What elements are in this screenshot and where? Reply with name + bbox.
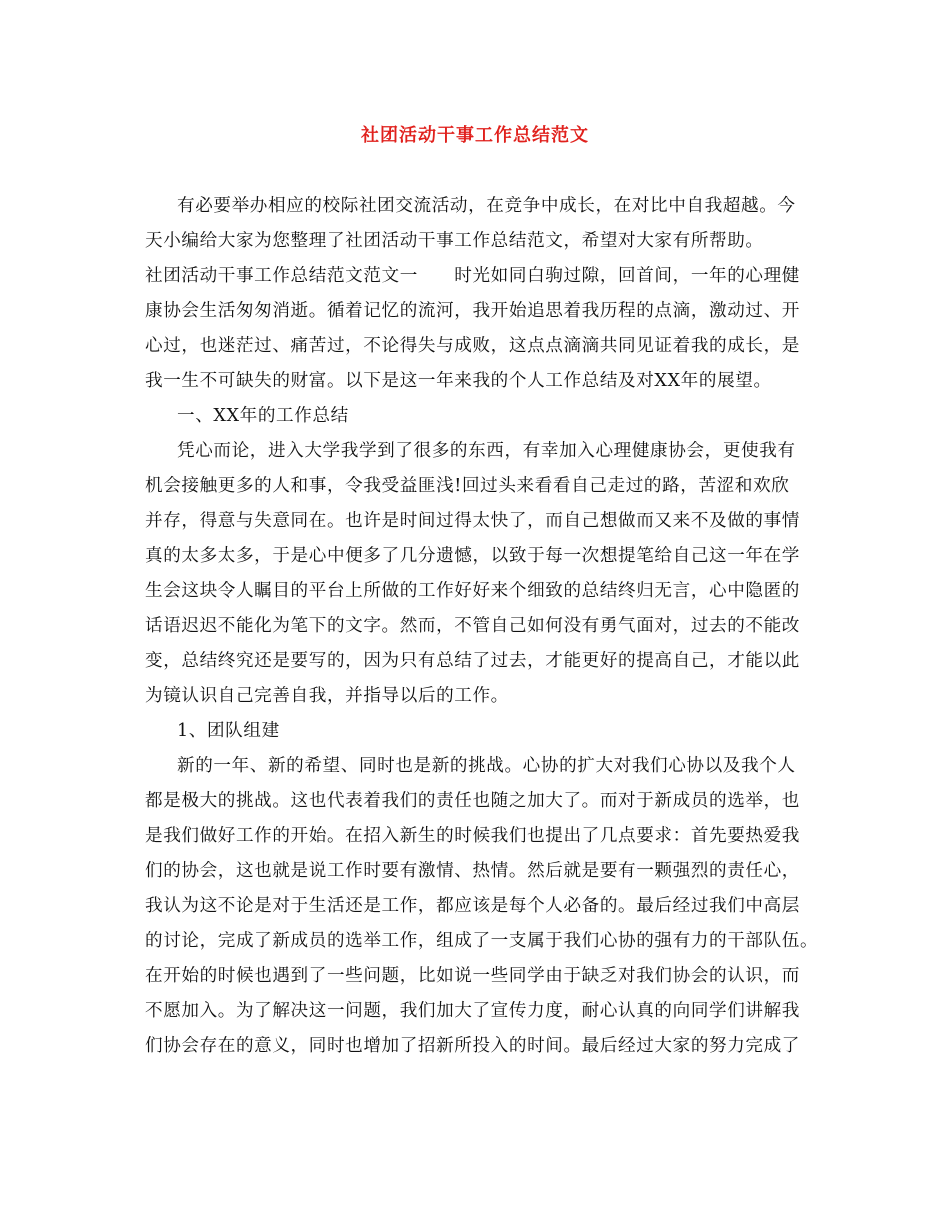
- body-line: 我认为这不论是对于生活还是工作，都应该是每个人必备的。最后经过我们中高层: [145, 896, 800, 916]
- body-line: 天小编给大家为您整理了社团活动干事工作总结范文，希望对大家有所帮助。: [145, 231, 764, 251]
- body-line: 机会接触更多的人和事，令我受益匪浅!回过头来看看自己走过的路，苦涩和欢欣: [145, 476, 790, 496]
- body-line: 新的一年、新的希望、同时也是新的挑战。心协的扩大对我们心协以及我个人: [177, 756, 796, 776]
- body-line: 在开始的时候也遇到了一些问题，比如说一些同学由于缺乏对我们协会的认识，而: [145, 966, 800, 986]
- body-line: 我一生不可缺失的财富。以下是这一年来我的个人工作总结及对XX年的展望。: [145, 371, 772, 391]
- document-title: 社团活动干事工作总结范文: [361, 125, 589, 146]
- body-line: 们的协会，这也就是说工作时要有激情、热情。然后就是要有一颗强烈的责任心，: [145, 861, 800, 881]
- body-line: 心过，也迷茫过、痛苦过，不论得失与成败，这点点滴滴共同见证着我的成长，是: [145, 336, 800, 356]
- body-line: 真的太多太多，于是心中便多了几分遗憾，以致于每一次想提笔给自己这一年在学: [145, 546, 800, 566]
- body-line: 为镜认识自己完善自我，并指导以后的工作。: [145, 686, 509, 706]
- body-line: 话语迟迟不能化为笔下的文字。然而，不管自己如何没有勇气面对，过去的不能改: [145, 616, 800, 636]
- body-line: 生会这块令人瞩目的平台上所做的工作好好来个细致的总结终归无言，心中隐匿的: [145, 581, 800, 601]
- body-line: 都是极大的挑战。这也代表着我们的责任也随之加大了。而对于新成员的选举，也: [145, 791, 800, 811]
- body-line: 们协会存在的意义，同时也增加了招新所投入的时间。最后经过大家的努力完成了: [145, 1036, 800, 1056]
- body-line: 有必要举办相应的校际社团交流活动，在竞争中成长，在对比中自我超越。今: [177, 196, 796, 216]
- body-line: 的讨论，完成了新成员的选举工作，组成了一支属于我们心协的强有力的干部队伍。: [145, 931, 819, 951]
- body-line: 并存，得意与失意同在。也许是时间过得太快了，而自己想做而又来不及做的事情: [145, 511, 800, 531]
- body-line: 变，总结终究还是要写的，因为只有总结了过去，才能更好的提高自己，才能以此: [145, 651, 800, 671]
- section-heading: 一、XX年的工作总结: [177, 406, 349, 426]
- body-line: 康协会生活匆匆消逝。循着记忆的流河，我开始追思着我历程的点滴，激动过、开: [145, 301, 800, 321]
- subsection-heading: 1、团队组建: [177, 721, 280, 741]
- body-line: 凭心而论，进入大学我学到了很多的东西，有幸加入心理健康协会，更使我有: [177, 441, 796, 461]
- body-line: 不愿加入。为了解决这一问题，我们加大了宣传力度，耐心认真的向同学们讲解我: [145, 1001, 800, 1021]
- body-line: 社团活动干事工作总结范文范文一 时光如同白驹过隙，回首间，一年的心理健: [145, 266, 800, 286]
- body-line: 是我们做好工作的开始。在招入新生的时候我们也提出了几点要求：首先要热爱我: [145, 826, 800, 846]
